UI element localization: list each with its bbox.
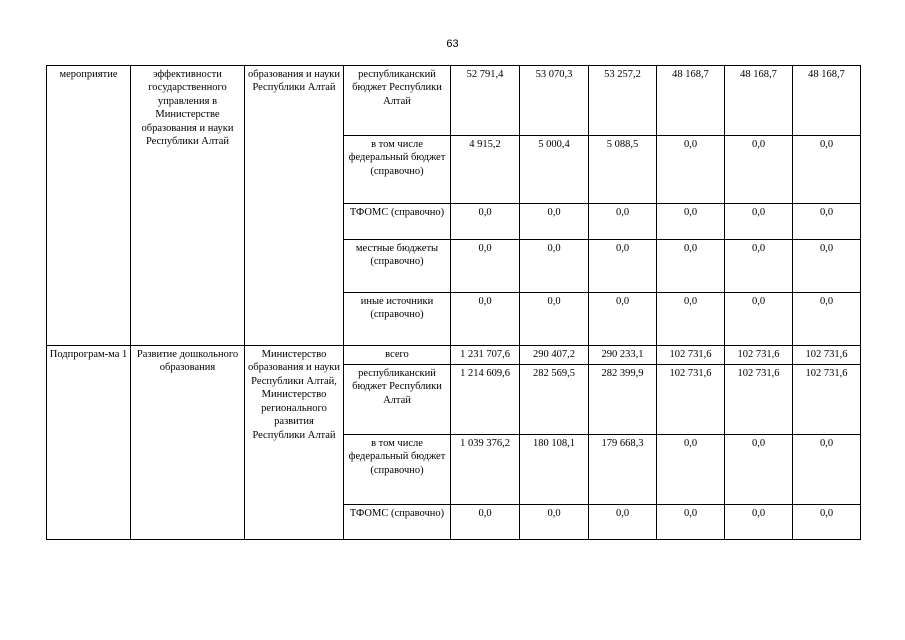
budget-table (46, 65, 861, 540)
value-cell: 0,0 (793, 293, 861, 346)
value-cell: 0,0 (520, 204, 589, 240)
value-cell: 0,0 (520, 293, 589, 346)
program-type-cell: Подпрограм-ма 1 (47, 346, 131, 540)
value-cell: 102 731,6 (657, 346, 725, 365)
value-cell: 0,0 (589, 204, 657, 240)
funding-source-cell: всего (344, 346, 451, 365)
program-type-cell: мероприятие (47, 66, 131, 346)
value-cell: 53 070,3 (520, 66, 589, 136)
value-cell: 4 915,2 (451, 136, 520, 204)
value-cell: 290 407,2 (520, 346, 589, 365)
value-cell: 282 399,9 (589, 365, 657, 435)
funding-source-cell: ТФОМС (справочно) (344, 505, 451, 540)
value-cell: 0,0 (657, 435, 725, 505)
value-cell: 102 731,6 (657, 365, 725, 435)
funding-source-cell: республиканский бюджет Республики Алтай (344, 365, 451, 435)
value-cell: 0,0 (793, 505, 861, 540)
value-cell: 0,0 (589, 293, 657, 346)
value-cell: 1 039 376,2 (451, 435, 520, 505)
value-cell: 179 668,3 (589, 435, 657, 505)
value-cell: 0,0 (451, 240, 520, 293)
value-cell: 0,0 (657, 240, 725, 293)
value-cell: 0,0 (793, 136, 861, 204)
value-cell: 0,0 (589, 240, 657, 293)
executor-cell: Министерство образования и науки Республики Алтай, Министерство регионального развития Республики Алтай (245, 346, 344, 540)
value-cell: 48 168,7 (725, 66, 793, 136)
value-cell: 102 731,6 (793, 346, 861, 365)
value-cell: 102 731,6 (793, 365, 861, 435)
value-cell: 0,0 (725, 204, 793, 240)
value-cell: 0,0 (589, 505, 657, 540)
value-cell: 0,0 (657, 505, 725, 540)
funding-source-cell: в том числе федеральный бюджет (справочно) (344, 435, 451, 505)
value-cell: 1 214 609,6 (451, 365, 520, 435)
value-cell: 0,0 (793, 240, 861, 293)
value-cell: 5 088,5 (589, 136, 657, 204)
value-cell: 53 257,2 (589, 66, 657, 136)
value-cell: 0,0 (520, 505, 589, 540)
value-cell: 0,0 (657, 293, 725, 346)
table-row (47, 66, 861, 136)
value-cell: 0,0 (657, 136, 725, 204)
funding-source-cell: ТФОМС (справочно) (344, 204, 451, 240)
funding-source-cell: местные бюджеты (справочно) (344, 240, 451, 293)
funding-source-cell: иные источники (справочно) (344, 293, 451, 346)
value-cell: 0,0 (451, 204, 520, 240)
value-cell: 180 108,1 (520, 435, 589, 505)
value-cell: 282 569,5 (520, 365, 589, 435)
funding-source-cell: в том числе федеральный бюджет (справочно) (344, 136, 451, 204)
executor-cell: образования и науки Республики Алтай (245, 66, 344, 346)
value-cell: 52 791,4 (451, 66, 520, 136)
value-cell: 0,0 (520, 240, 589, 293)
value-cell: 102 731,6 (725, 365, 793, 435)
value-cell: 5 000,4 (520, 136, 589, 204)
value-cell: 1 231 707,6 (451, 346, 520, 365)
table-row (47, 346, 861, 365)
value-cell: 0,0 (725, 136, 793, 204)
value-cell: 0,0 (793, 204, 861, 240)
value-cell: 0,0 (725, 240, 793, 293)
value-cell: 0,0 (793, 435, 861, 505)
value-cell: 48 168,7 (657, 66, 725, 136)
page-number: 63 (446, 38, 459, 50)
value-cell: 0,0 (451, 505, 520, 540)
value-cell: 102 731,6 (725, 346, 793, 365)
value-cell: 0,0 (451, 293, 520, 346)
program-name-cell: Развитие дошкольного образования (131, 346, 245, 540)
value-cell: 0,0 (657, 204, 725, 240)
value-cell: 290 233,1 (589, 346, 657, 365)
value-cell: 0,0 (725, 505, 793, 540)
value-cell: 48 168,7 (793, 66, 861, 136)
program-name-cell: эффективности государственного управления в Министерстве образования и науки Республики Алтай (131, 66, 245, 346)
value-cell: 0,0 (725, 435, 793, 505)
funding-source-cell: республиканский бюджет Республики Алтай (344, 66, 451, 136)
value-cell: 0,0 (725, 293, 793, 346)
